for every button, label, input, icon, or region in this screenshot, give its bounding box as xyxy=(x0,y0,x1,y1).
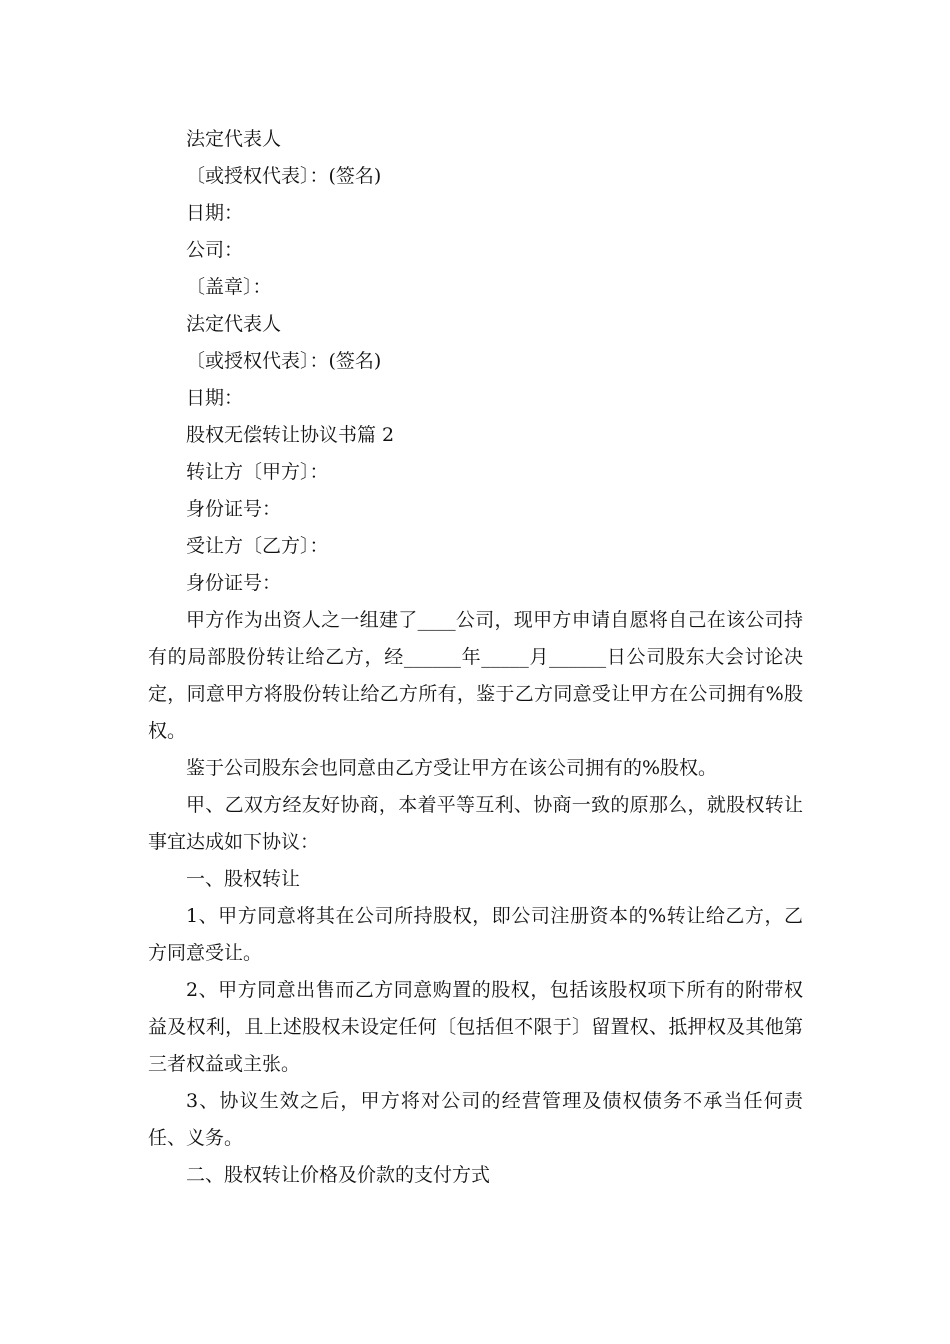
clause-1: 1、甲方同意将其在公司所持股权，即公司注册资本的%转让给乙方，乙方同意受让。 xyxy=(148,905,803,964)
transferor-label: 转让方〔甲方〕： xyxy=(186,461,329,483)
paragraph-shareholders-consent: 鉴于公司股东会也同意由乙方受让甲方在该公司拥有的%股权。 xyxy=(186,757,718,779)
authorized-representative-signature-2: 〔或授权代表〕：(签名) xyxy=(186,350,382,372)
seal-label: 〔盖章〕： xyxy=(186,276,272,298)
document-body xyxy=(148,121,803,1194)
heading-price-and-payment: 二、股权转让价格及价款的支付方式 xyxy=(186,1164,491,1186)
heading-equity-transfer: 一、股权转让 xyxy=(186,868,301,890)
section-title: 股权无偿转让协议书篇 2 xyxy=(186,424,395,446)
clause-3: 3、协议生效之后，甲方将对公司的经营管理及债权债务不承当任何责任、义务。 xyxy=(148,1090,803,1149)
legal-representative-label: 法定代表人 xyxy=(186,128,282,150)
legal-representative-label-2: 法定代表人 xyxy=(186,313,282,335)
paragraph-agreement-intro: 甲、乙双方经友好协商，本着平等互利、协商一致的原那么，就股权转让事宜达成如下协议： xyxy=(148,794,803,853)
clause-2: 2、甲方同意出售而乙方同意购置的股权，包括该股权项下所有的附带权益及权利，且上述股权未设定任何〔包括但不限于〕留置权、抵押权及其他第三者权益或主张。 xyxy=(148,979,803,1075)
authorized-representative-signature: 〔或授权代表〕：(签名) xyxy=(186,165,382,187)
transferor-id-label: 身份证号： xyxy=(186,498,282,520)
date-label-2: 日期： xyxy=(186,387,244,409)
date-label: 日期： xyxy=(186,202,244,224)
transferee-id-label: 身份证号： xyxy=(186,572,282,594)
company-label: 公司： xyxy=(186,239,244,261)
paragraph-background: 甲方作为出资人之一组建了____公司，现甲方申请自愿将自己在该公司持有的局部股份转让给乙方，经______年_____月______日公司股东大会讨论决定，同意甲方将股份转让给乙方所有，鉴于乙方同意受让甲方在公司拥有%股权。 xyxy=(148,609,803,742)
transferee-label: 受让方〔乙方〕： xyxy=(186,535,329,557)
